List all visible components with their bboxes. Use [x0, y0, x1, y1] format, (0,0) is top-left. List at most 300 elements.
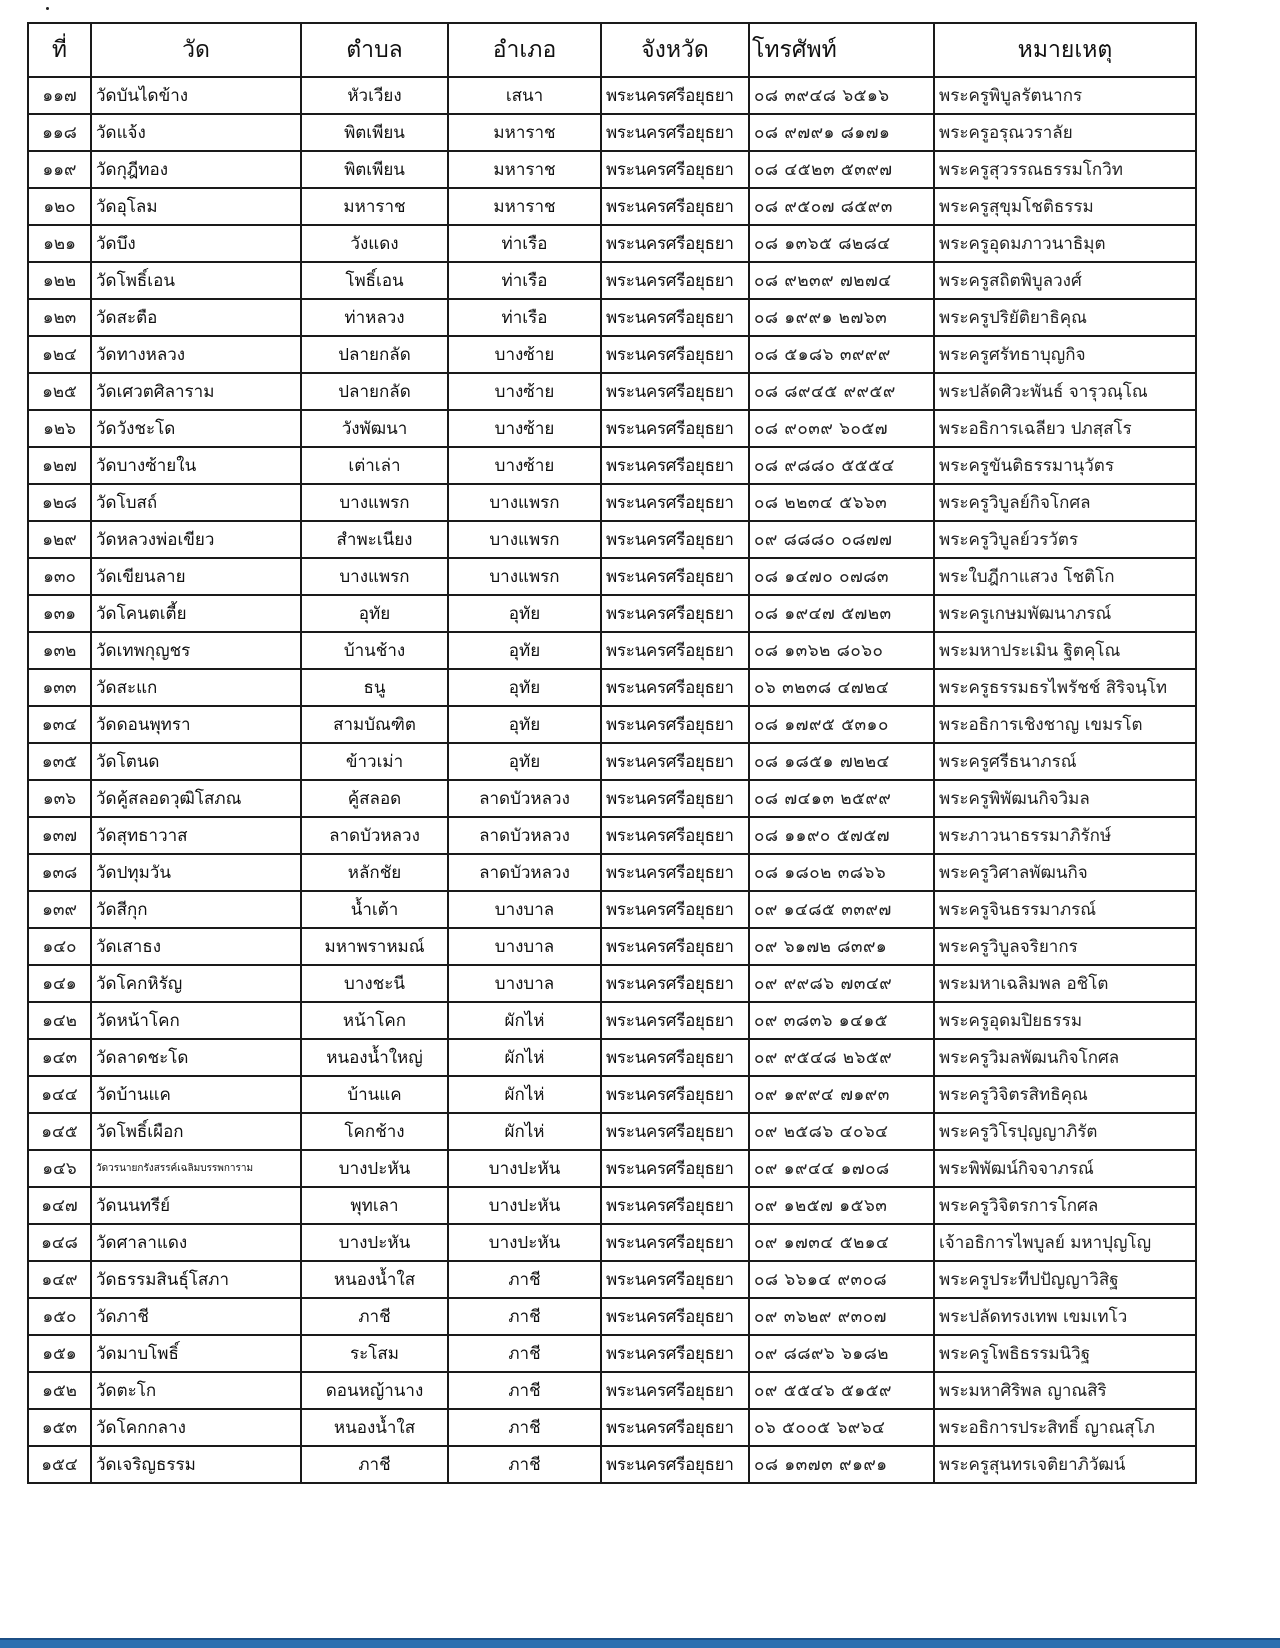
cell-amphoe: บางปะหัน: [448, 1187, 601, 1224]
cell-no: ๑๑๗: [28, 77, 91, 114]
cell-wat: วัดบ้านแค: [91, 1076, 301, 1113]
cell-phone: ๐๙ ๖๑๗๒ ๘๓๙๑: [749, 928, 934, 965]
cell-amphoe: บางปะหัน: [448, 1224, 601, 1261]
cell-wat: วัดสะตือ: [91, 299, 301, 336]
cell-phone: ๐๙ ๙๙๘๖ ๗๓๔๙: [749, 965, 934, 1002]
cell-amphoe: บางซ้าย: [448, 410, 601, 447]
table-row: [28, 928, 1196, 965]
table-row: [28, 114, 1196, 151]
cell-phone: ๐๘ ๑๙๙๑ ๒๗๖๓: [749, 299, 934, 336]
cell-note: พระครูวิโรปุญญาภิรัต: [934, 1113, 1196, 1150]
cell-tambon: บ้านแค: [301, 1076, 448, 1113]
cell-no: ๑๓๔: [28, 706, 91, 743]
cell-wat: วัดปทุมวัน: [91, 854, 301, 891]
table-row: [28, 262, 1196, 299]
table-row: [28, 1039, 1196, 1076]
cell-amphoe: บางซ้าย: [448, 373, 601, 410]
cell-phone: ๐๘ ๓๙๔๘ ๖๕๑๖: [749, 77, 934, 114]
cell-wat: วัดโคนตเตี้ย: [91, 595, 301, 632]
cell-tambon: วังพัฒนา: [301, 410, 448, 447]
cell-phone: ๐๘ ๙๘๘๐ ๕๕๕๔: [749, 447, 934, 484]
cell-province: พระนครศรีอยุธยา: [601, 743, 749, 780]
cell-note: พระครูสุขุมโชติธรรม: [934, 188, 1196, 225]
cell-wat: วัดหน้าโคก: [91, 1002, 301, 1039]
cell-wat: วัดวรนายกรังสรรค์เฉลิมบรรพการาม: [91, 1150, 301, 1187]
cell-no: ๑๒๔: [28, 336, 91, 373]
cell-note: พระครูศรัทธาบุญกิจ: [934, 336, 1196, 373]
table-row: [28, 965, 1196, 1002]
cell-wat: วัดดอนพุทรา: [91, 706, 301, 743]
cell-amphoe: อุทัย: [448, 632, 601, 669]
cell-phone: ๐๙ ๑๙๔๔ ๑๗๐๘: [749, 1150, 934, 1187]
cell-province: พระนครศรีอยุธยา: [601, 1372, 749, 1409]
cell-province: พระนครศรีอยุธยา: [601, 447, 749, 484]
cell-note: พระครูพิบูลรัตนากร: [934, 77, 1196, 114]
cell-wat: วัดโพธิ์เอน: [91, 262, 301, 299]
header-note: หมายเหตุ: [934, 23, 1196, 77]
cell-amphoe: ภาชี: [448, 1446, 601, 1483]
table-row: [28, 1187, 1196, 1224]
cell-wat: วัดกุฎีทอง: [91, 151, 301, 188]
cell-amphoe: ผักไห่: [448, 1076, 601, 1113]
cell-note: พระครูวิบูลจริยากร: [934, 928, 1196, 965]
cell-note: พระครูปริยัติยาธิคุณ: [934, 299, 1196, 336]
cell-wat: วัดบึง: [91, 225, 301, 262]
cell-wat: วัดภาชี: [91, 1298, 301, 1335]
cell-province: พระนครศรีอยุธยา: [601, 1150, 749, 1187]
cell-tambon: บางแพรก: [301, 558, 448, 595]
cell-tambon: บ้านช้าง: [301, 632, 448, 669]
cell-amphoe: บางแพรก: [448, 484, 601, 521]
cell-wat: วัดเทพกุญชร: [91, 632, 301, 669]
cell-no: ๑๓๓: [28, 669, 91, 706]
table-row: [28, 1446, 1196, 1483]
cell-amphoe: ภาชี: [448, 1372, 601, 1409]
header-no: ที่: [28, 23, 91, 77]
cell-province: พระนครศรีอยุธยา: [601, 1076, 749, 1113]
table-row: [28, 1150, 1196, 1187]
cell-no: ๑๓๘: [28, 854, 91, 891]
cell-phone: ๐๖ ๕๐๐๕ ๖๙๖๔: [749, 1409, 934, 1446]
cell-tambon: ภาชี: [301, 1446, 448, 1483]
header-amphoe: อำเภอ: [448, 23, 601, 77]
cell-province: พระนครศรีอยุธยา: [601, 891, 749, 928]
cell-tambon: โคกช้าง: [301, 1113, 448, 1150]
cell-note: พระมหาประเมิน ฐิตคุโณ: [934, 632, 1196, 669]
table-body: [28, 77, 1196, 1483]
header-row: [28, 23, 1196, 77]
cell-no: ๑๒๑: [28, 225, 91, 262]
cell-note: พระปลัดทรงเทพ เขมเทโว: [934, 1298, 1196, 1335]
cell-no: ๑๕๓: [28, 1409, 91, 1446]
cell-note: พระครูโพธิธรรมนิวิฐ: [934, 1335, 1196, 1372]
cell-tambon: สำพะเนียง: [301, 521, 448, 558]
cell-no: ๑๕๒: [28, 1372, 91, 1409]
table-row: [28, 706, 1196, 743]
cell-province: พระนครศรีอยุธยา: [601, 706, 749, 743]
table-row: [28, 669, 1196, 706]
cell-wat: วัดหลวงพ่อเขียว: [91, 521, 301, 558]
cell-note: พระใบฎีกาแสวง โชติโก: [934, 558, 1196, 595]
cell-no: ๑๔๓: [28, 1039, 91, 1076]
cell-province: พระนครศรีอยุธยา: [601, 262, 749, 299]
table-row: [28, 1298, 1196, 1335]
cell-amphoe: ภาชี: [448, 1409, 601, 1446]
cell-wat: วัดธรรมสินธุ์โสภา: [91, 1261, 301, 1298]
table-row: [28, 854, 1196, 891]
cell-tambon: หลักชัย: [301, 854, 448, 891]
cell-tambon: พิตเพียน: [301, 151, 448, 188]
cell-wat: วัดเจริญธรรม: [91, 1446, 301, 1483]
cell-phone: ๐๙ ๑๒๕๗ ๑๕๖๓: [749, 1187, 934, 1224]
cell-phone: ๐๘ ๑๓๖๒ ๘๐๖๐: [749, 632, 934, 669]
cell-phone: ๐๘ ๑๔๗๐ ๐๗๘๓: [749, 558, 934, 595]
cell-no: ๑๒๕: [28, 373, 91, 410]
cell-phone: ๐๘ ๖๖๑๔ ๙๓๐๘: [749, 1261, 934, 1298]
cell-province: พระนครศรีอยุธยา: [601, 1002, 749, 1039]
cell-province: พระนครศรีอยุธยา: [601, 225, 749, 262]
cell-amphoe: ลาดบัวหลวง: [448, 854, 601, 891]
cell-note: พระครูสุนทรเจติยาภิวัฒน์: [934, 1446, 1196, 1483]
cell-wat: วัดตะโก: [91, 1372, 301, 1409]
cell-wat: วัดเขียนลาย: [91, 558, 301, 595]
cell-phone: ๐๘ ๑๗๙๕ ๕๓๑๐: [749, 706, 934, 743]
cell-note: เจ้าอธิการไพบูลย์ มหาปุญโญ: [934, 1224, 1196, 1261]
cell-note: พระพิพัฒน์กิจจาภรณ์: [934, 1150, 1196, 1187]
table-row: [28, 299, 1196, 336]
table-row: [28, 484, 1196, 521]
cell-no: ๑๔๔: [28, 1076, 91, 1113]
cell-wat: วัดโตนด: [91, 743, 301, 780]
cell-phone: ๐๘ ๑๓๗๓ ๙๑๙๑: [749, 1446, 934, 1483]
cell-amphoe: ท่าเรือ: [448, 262, 601, 299]
header-phone: โทรศัพท์: [749, 23, 934, 77]
cell-wat: วัดคู้สลอดวุฒิโสภณ: [91, 780, 301, 817]
cell-province: พระนครศรีอยุธยา: [601, 336, 749, 373]
cell-amphoe: อุทัย: [448, 595, 601, 632]
cell-note: พระครูศรีธนาภรณ์: [934, 743, 1196, 780]
cell-note: พระอธิการเฉลียว ปภสฺสโร: [934, 410, 1196, 447]
cell-province: พระนครศรีอยุธยา: [601, 1224, 749, 1261]
cell-amphoe: ท่าเรือ: [448, 225, 601, 262]
cell-no: ๑๒๖: [28, 410, 91, 447]
cell-phone: ๐๘ ๑๙๔๗ ๕๗๒๓: [749, 595, 934, 632]
cell-note: พระครูอุดมปิยธรรม: [934, 1002, 1196, 1039]
cell-note: พระครูสุวรรณธรรมโกวิท: [934, 151, 1196, 188]
cell-no: ๑๕๔: [28, 1446, 91, 1483]
cell-amphoe: บางซ้าย: [448, 447, 601, 484]
cell-wat: วัดสีกุก: [91, 891, 301, 928]
table-row: [28, 817, 1196, 854]
cell-province: พระนครศรีอยุธยา: [601, 299, 749, 336]
cell-wat: วัดลาดชะโด: [91, 1039, 301, 1076]
cell-note: พระครูวิบูลย์วรวัตร: [934, 521, 1196, 558]
cell-no: ๑๕๐: [28, 1298, 91, 1335]
cell-note: พระครูวิมลพัฒนกิจโกศล: [934, 1039, 1196, 1076]
cell-wat: วัดบันไดข้าง: [91, 77, 301, 114]
cell-tambon: วังแดง: [301, 225, 448, 262]
cell-province: พระนครศรีอยุธยา: [601, 1335, 749, 1372]
cell-tambon: มหาราช: [301, 188, 448, 225]
table-row: [28, 521, 1196, 558]
cell-phone: ๐๘ ๙๐๓๙ ๖๐๕๗: [749, 410, 934, 447]
cell-phone: ๐๙ ๘๘๘๐ ๐๘๗๗: [749, 521, 934, 558]
cell-phone: ๐๙ ๒๕๘๖ ๔๐๖๔: [749, 1113, 934, 1150]
cell-no: ๑๑๙: [28, 151, 91, 188]
cell-amphoe: ท่าเรือ: [448, 299, 601, 336]
cell-tambon: มหาพราหมณ์: [301, 928, 448, 965]
cell-no: ๑๒๙: [28, 521, 91, 558]
cell-note: พระครูอุดมภาวนาธิมุต: [934, 225, 1196, 262]
cell-note: พระครูพิพัฒนกิจวิมล: [934, 780, 1196, 817]
cell-note: พระครูวิบูลย์กิจโกศล: [934, 484, 1196, 521]
cell-wat: วัดโคกกลาง: [91, 1409, 301, 1446]
cell-note: พระครูสถิตพิบูลวงศ์: [934, 262, 1196, 299]
cell-no: ๑๓๗: [28, 817, 91, 854]
cell-tambon: ปลายกลัด: [301, 373, 448, 410]
table-row: [28, 151, 1196, 188]
cell-amphoe: อุทัย: [448, 706, 601, 743]
cell-no: ๑๓๒: [28, 632, 91, 669]
cell-province: พระนครศรีอยุธยา: [601, 1039, 749, 1076]
cell-no: ๑๑๘: [28, 114, 91, 151]
cell-note: พระมหาเฉลิมพล อชิโต: [934, 965, 1196, 1002]
cell-tambon: บางแพรก: [301, 484, 448, 521]
cell-amphoe: บางแพรก: [448, 521, 601, 558]
table-row: [28, 447, 1196, 484]
cell-amphoe: มหาราช: [448, 151, 601, 188]
cell-wat: วัดบางซ้ายใน: [91, 447, 301, 484]
cell-phone: ๐๘ ๙๒๓๙ ๗๒๗๔: [749, 262, 934, 299]
cell-wat: วัดแจ้ง: [91, 114, 301, 151]
cell-tambon: ปลายกลัด: [301, 336, 448, 373]
cell-amphoe: บางแพรก: [448, 558, 601, 595]
table-row: [28, 595, 1196, 632]
cell-note: พระปลัดศิวะพันธ์ จารุวณฺโณ: [934, 373, 1196, 410]
cell-province: พระนครศรีอยุธยา: [601, 484, 749, 521]
table-row: [28, 632, 1196, 669]
cell-tambon: บางปะหัน: [301, 1150, 448, 1187]
cell-amphoe: บางบาล: [448, 891, 601, 928]
table-row: [28, 1409, 1196, 1446]
cell-no: ๑๒๓: [28, 299, 91, 336]
cell-no: ๑๔๘: [28, 1224, 91, 1261]
cell-phone: ๐๙ ๑๗๓๔ ๕๒๑๔: [749, 1224, 934, 1261]
cell-phone: ๐๙ ๘๘๙๖ ๖๑๘๒: [749, 1335, 934, 1372]
bottom-bar: [0, 1638, 1280, 1648]
cell-amphoe: อุทัย: [448, 743, 601, 780]
cell-tambon: ธนู: [301, 669, 448, 706]
cell-province: พระนครศรีอยุธยา: [601, 188, 749, 225]
cell-phone: ๐๙ ๑๙๙๔ ๗๑๙๓: [749, 1076, 934, 1113]
table-row: [28, 1335, 1196, 1372]
cell-tambon: ดอนหญ้านาง: [301, 1372, 448, 1409]
cell-province: พระนครศรีอยุธยา: [601, 558, 749, 595]
cell-note: พระครูอรุณวราลัย: [934, 114, 1196, 151]
cell-phone: ๐๘ ๔๕๒๓ ๕๓๙๗: [749, 151, 934, 188]
cell-tambon: อุทัย: [301, 595, 448, 632]
cell-tambon: สามบัณฑิต: [301, 706, 448, 743]
cell-amphoe: ภาชี: [448, 1298, 601, 1335]
cell-no: ๑๓๕: [28, 743, 91, 780]
cell-note: พระภาวนาธรรมาภิรักษ์: [934, 817, 1196, 854]
cell-tambon: ภาชี: [301, 1298, 448, 1335]
cell-no: ๑๔๑: [28, 965, 91, 1002]
table-row: [28, 891, 1196, 928]
cell-wat: วัดวังชะโด: [91, 410, 301, 447]
cell-province: พระนครศรีอยุธยา: [601, 151, 749, 188]
cell-province: พระนครศรีอยุธยา: [601, 521, 749, 558]
cell-no: ๑๔๖: [28, 1150, 91, 1187]
table-row: [28, 410, 1196, 447]
cell-no: ๑๒๒: [28, 262, 91, 299]
cell-province: พระนครศรีอยุธยา: [601, 410, 749, 447]
cell-amphoe: ลาดบัวหลวง: [448, 817, 601, 854]
cell-no: ๑๓๙: [28, 891, 91, 928]
cell-no: ๑๒๘: [28, 484, 91, 521]
cell-phone: ๐๙ ๑๔๘๕ ๓๓๙๗: [749, 891, 934, 928]
cell-amphoe: ผักไห่: [448, 1002, 601, 1039]
cell-tambon: หัวเวียง: [301, 77, 448, 114]
cell-no: ๑๔๕: [28, 1113, 91, 1150]
cell-note: พระครูประทีปปัญญาวิสิฐ: [934, 1261, 1196, 1298]
cell-note: พระอธิการเชิงชาญ เขมรโต: [934, 706, 1196, 743]
cell-amphoe: บางบาล: [448, 965, 601, 1002]
cell-no: ๑๔๒: [28, 1002, 91, 1039]
header-wat: วัด: [91, 23, 301, 77]
header-province: จังหวัด: [601, 23, 749, 77]
cell-wat: วัดทางหลวง: [91, 336, 301, 373]
cell-phone: ๐๘ ๑๓๖๕ ๘๒๘๔: [749, 225, 934, 262]
table-row: [28, 1261, 1196, 1298]
table-row: [28, 743, 1196, 780]
cell-province: พระนครศรีอยุธยา: [601, 632, 749, 669]
cell-tambon: ข้าวเม่า: [301, 743, 448, 780]
table-row: [28, 225, 1196, 262]
table-row: [28, 780, 1196, 817]
cell-phone: ๐๙ ๓๘๓๖ ๑๔๑๕: [749, 1002, 934, 1039]
cell-tambon: บางชะนี: [301, 965, 448, 1002]
cell-province: พระนครศรีอยุธยา: [601, 1298, 749, 1335]
cell-wat: วัดโบสถ์: [91, 484, 301, 521]
cell-no: ๑๓๖: [28, 780, 91, 817]
table-row: [28, 1076, 1196, 1113]
cell-no: ๑๒๐: [28, 188, 91, 225]
cell-phone: ๐๘ ๘๙๔๕ ๙๙๕๙: [749, 373, 934, 410]
cell-no: ๑๔๙: [28, 1261, 91, 1298]
cell-phone: ๐๖ ๓๒๓๘ ๔๗๒๔: [749, 669, 934, 706]
cell-phone: ๐๘ ๑๑๙๐ ๕๗๕๗: [749, 817, 934, 854]
cell-province: พระนครศรีอยุธยา: [601, 928, 749, 965]
cell-note: พระครูธรรมธรไพรัชช์ สิริจนฺโท: [934, 669, 1196, 706]
cell-tambon: พุทเลา: [301, 1187, 448, 1224]
cell-note: พระมหาศิริพล ญาณสิริ: [934, 1372, 1196, 1409]
table-row: [28, 1224, 1196, 1261]
cell-province: พระนครศรีอยุธยา: [601, 1187, 749, 1224]
cell-phone: ๐๘ ๑๘๕๑ ๗๒๒๔: [749, 743, 934, 780]
cell-note: พระครูวิจิตรสิทธิคุณ: [934, 1076, 1196, 1113]
cell-province: พระนครศรีอยุธยา: [601, 780, 749, 817]
cell-amphoe: ผักไห่: [448, 1039, 601, 1076]
cell-no: ๑๓๑: [28, 595, 91, 632]
cell-province: พระนครศรีอยุธยา: [601, 965, 749, 1002]
cell-wat: วัดมาบโพธิ์: [91, 1335, 301, 1372]
cell-amphoe: บางซ้าย: [448, 336, 601, 373]
cell-note: พระครูเกษมพัฒนาภรณ์: [934, 595, 1196, 632]
cell-phone: ๐๙ ๙๕๔๘ ๒๖๕๙: [749, 1039, 934, 1076]
cell-province: พระนครศรีอยุธยา: [601, 854, 749, 891]
cell-phone: ๐๘ ๕๑๘๖ ๓๙๙๙: [749, 336, 934, 373]
cell-phone: ๐๘ ๑๘๐๒ ๓๘๖๖: [749, 854, 934, 891]
cell-phone: ๐๘ ๙๗๙๑ ๘๑๗๑: [749, 114, 934, 151]
table-row: [28, 1002, 1196, 1039]
cell-tambon: ท่าหลวง: [301, 299, 448, 336]
cell-tambon: หน้าโคก: [301, 1002, 448, 1039]
cell-wat: วัดสะแก: [91, 669, 301, 706]
cell-tambon: หนองน้ำใส: [301, 1409, 448, 1446]
cell-note: พระครูจินธรรมาภรณ์: [934, 891, 1196, 928]
cell-amphoe: ผักไห่: [448, 1113, 601, 1150]
cell-province: พระนครศรีอยุธยา: [601, 114, 749, 151]
cell-tambon: เต่าเล่า: [301, 447, 448, 484]
cell-no: ๑๔๗: [28, 1187, 91, 1224]
table-row: [28, 1113, 1196, 1150]
cell-phone: ๐๙ ๓๖๒๙ ๙๓๐๗: [749, 1298, 934, 1335]
cell-tambon: น้ำเต้า: [301, 891, 448, 928]
cell-province: พระนครศรีอยุธยา: [601, 1113, 749, 1150]
cell-no: ๑๓๐: [28, 558, 91, 595]
table-row: [28, 336, 1196, 373]
header-tambon: ตำบล: [301, 23, 448, 77]
cell-amphoe: เสนา: [448, 77, 601, 114]
cell-no: ๑๒๗: [28, 447, 91, 484]
cell-tambon: ลาดบัวหลวง: [301, 817, 448, 854]
cell-tambon: บางปะหัน: [301, 1224, 448, 1261]
cell-amphoe: บางปะหัน: [448, 1150, 601, 1187]
cell-wat: วัดโคกหิรัญ: [91, 965, 301, 1002]
cell-tambon: พิตเพียน: [301, 114, 448, 151]
cell-amphoe: ภาชี: [448, 1261, 601, 1298]
cell-tambon: คู้สลอด: [301, 780, 448, 817]
cell-amphoe: ภาชี: [448, 1335, 601, 1372]
cell-province: พระนครศรีอยุธยา: [601, 1261, 749, 1298]
cell-note: พระครูวิศาลพัฒนกิจ: [934, 854, 1196, 891]
cell-province: พระนครศรีอยุธยา: [601, 817, 749, 854]
cell-amphoe: มหาราช: [448, 188, 601, 225]
table-row: [28, 1372, 1196, 1409]
cell-tambon: หนองน้ำใหญ่: [301, 1039, 448, 1076]
cell-amphoe: มหาราช: [448, 114, 601, 151]
cell-wat: วัดสุทธาวาส: [91, 817, 301, 854]
cell-province: พระนครศรีอยุธยา: [601, 1446, 749, 1483]
table-row: [28, 188, 1196, 225]
cell-tambon: หนองน้ำใส: [301, 1261, 448, 1298]
cell-province: พระนครศรีอยุธยา: [601, 1409, 749, 1446]
cell-amphoe: อุทัย: [448, 669, 601, 706]
cell-phone: ๐๙ ๕๕๔๖ ๕๑๕๙: [749, 1372, 934, 1409]
cell-province: พระนครศรีอยุธยา: [601, 595, 749, 632]
cell-tambon: โพธิ์เอน: [301, 262, 448, 299]
cell-wat: วัดเสาธง: [91, 928, 301, 965]
cell-amphoe: บางบาล: [448, 928, 601, 965]
cell-phone: ๐๘ ๙๕๐๗ ๘๕๙๓: [749, 188, 934, 225]
cell-phone: ๐๘ ๒๒๓๔ ๕๖๖๓: [749, 484, 934, 521]
cell-note: พระอธิการประสิทธิ์ ญาณสุโภ: [934, 1409, 1196, 1446]
cell-note: พระครูขันติธรรมานุวัตร: [934, 447, 1196, 484]
cell-province: พระนครศรีอยุธยา: [601, 77, 749, 114]
cell-wat: วัดเศวตศิลาราม: [91, 373, 301, 410]
cell-note: พระครูวิจิตรการโกศล: [934, 1187, 1196, 1224]
